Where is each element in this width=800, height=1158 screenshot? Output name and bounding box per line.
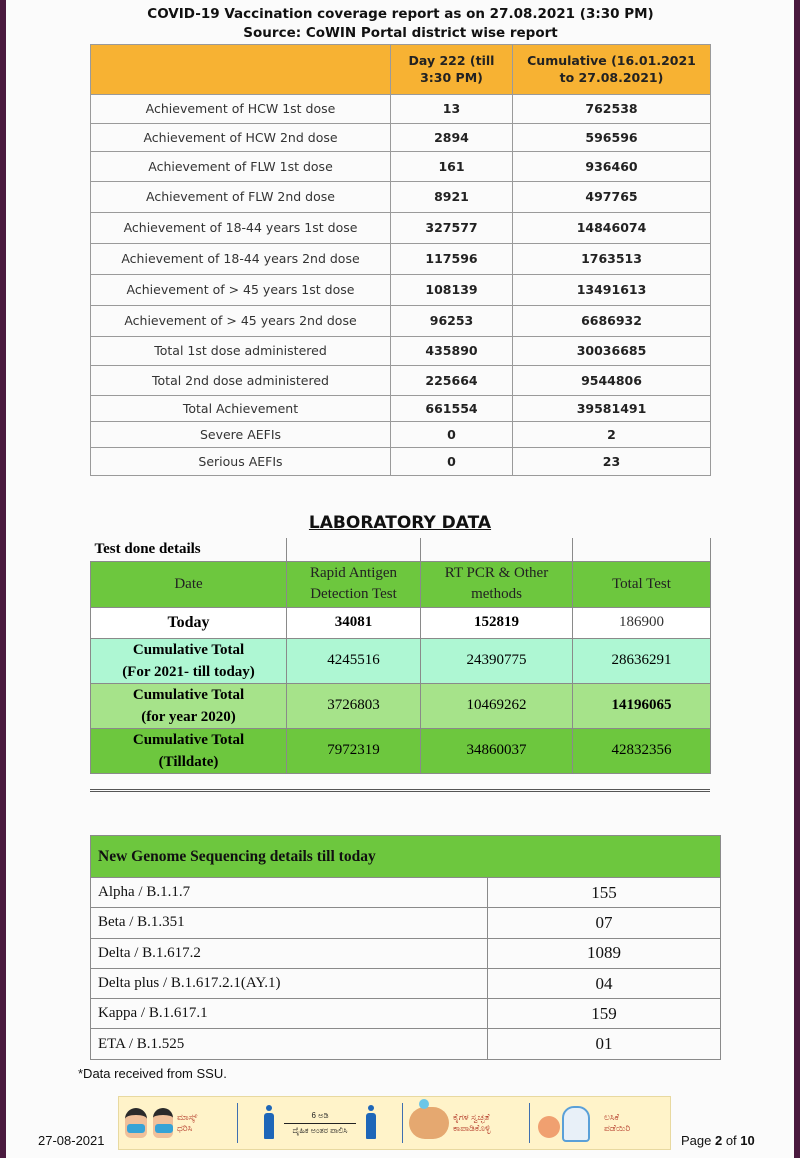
table-row bbox=[91, 94, 711, 123]
lab-total-value: 28636291 bbox=[573, 638, 711, 683]
banner-mask-line2: ಧರಿಸಿ bbox=[177, 1123, 193, 1133]
lab-rtpcr-value: 10469262 bbox=[421, 683, 573, 728]
header-day-line2: 3:30 PM) bbox=[420, 70, 483, 85]
lab-rtpcr-value: 34860037 bbox=[421, 728, 573, 773]
row-label: Total 2nd dose administered bbox=[91, 365, 391, 395]
banner-hands-line1: ಕೈಗಳ ಸ್ವಚ್ಛತೆ bbox=[453, 1112, 490, 1122]
lab-total-value: 14196065 bbox=[573, 683, 711, 728]
header-cum-line1: Cumulative (16.01.2021 bbox=[527, 53, 696, 68]
header-cum-line2: to 27.08.2021) bbox=[559, 70, 664, 85]
lab-header-total: Total Test bbox=[573, 561, 711, 607]
lab-rapid-value: 7972319 bbox=[287, 728, 421, 773]
banner-mask-text bbox=[177, 1112, 197, 1134]
row-label: Achievement of HCW 2nd dose bbox=[91, 123, 391, 151]
row-label: Achievement of FLW 2nd dose bbox=[91, 181, 391, 212]
variant-name: Beta / B.1.351 bbox=[91, 908, 488, 938]
variant-count: 159 bbox=[488, 999, 721, 1029]
lab-row-label-line1: Cumulative Total bbox=[132, 641, 245, 658]
distance-indicator bbox=[280, 1111, 360, 1136]
banner-hands-section bbox=[403, 1097, 529, 1149]
distance-arrow-icon bbox=[284, 1123, 356, 1124]
table-row bbox=[91, 181, 711, 212]
table-row bbox=[91, 212, 711, 243]
row-cumulative-value: 39581491 bbox=[513, 395, 711, 421]
row-day-value: 161 bbox=[391, 151, 513, 181]
table-row bbox=[91, 908, 721, 938]
table-row bbox=[91, 878, 721, 908]
page-prefix: Page bbox=[681, 1133, 715, 1148]
row-cumulative-value: 1763513 bbox=[513, 243, 711, 274]
lab-row-label bbox=[91, 728, 287, 773]
variant-name: Delta plus / B.1.617.2.1(AY.1) bbox=[91, 968, 488, 998]
banner-vaccine-line1: ಲಸಿಕೆ bbox=[604, 1112, 620, 1122]
vaccination-table bbox=[90, 4, 711, 476]
page-total: 10 bbox=[740, 1133, 755, 1148]
covid-awareness-banner bbox=[118, 1096, 671, 1150]
row-day-value: 327577 bbox=[391, 212, 513, 243]
variant-count: 07 bbox=[488, 908, 721, 938]
vaccination-header-day bbox=[391, 44, 513, 94]
lab-row-label-line2: (Tilldate) bbox=[158, 753, 219, 770]
row-day-value: 13 bbox=[391, 94, 513, 123]
row-cumulative-value: 30036685 bbox=[513, 336, 711, 365]
lab-blank-cell bbox=[421, 538, 573, 561]
banner-vaccine-line2: ಪಡೆಯಿರಿ bbox=[604, 1123, 631, 1133]
table-row bbox=[91, 365, 711, 395]
genome-table bbox=[90, 835, 721, 1060]
lab-row-label bbox=[91, 683, 287, 728]
laboratory-table bbox=[90, 538, 711, 774]
table-row bbox=[91, 447, 711, 475]
lab-blank-cell bbox=[573, 538, 711, 561]
lab-rtpcr-value: 152819 bbox=[421, 607, 573, 638]
lab-row-label-line2: (For 2021- till today) bbox=[122, 663, 255, 680]
row-label: Achievement of 18-44 years 1st dose bbox=[91, 212, 391, 243]
banner-mask-section bbox=[119, 1097, 237, 1149]
row-label: Achievement of > 45 years 2nd dose bbox=[91, 305, 391, 336]
table-row bbox=[91, 999, 721, 1029]
row-day-value: 117596 bbox=[391, 243, 513, 274]
lab-rapid-value: 34081 bbox=[287, 607, 421, 638]
row-day-value: 8921 bbox=[391, 181, 513, 212]
table-row bbox=[91, 123, 711, 151]
variant-count: 155 bbox=[488, 878, 721, 908]
lab-row-label: Today bbox=[91, 607, 287, 638]
table-row bbox=[91, 683, 711, 728]
variant-count: 04 bbox=[488, 968, 721, 998]
banner-vaccine-text bbox=[604, 1112, 630, 1134]
row-label: Achievement of FLW 1st dose bbox=[91, 151, 391, 181]
banner-mask-line1: ಮಾಸ್ಕ್ bbox=[177, 1112, 198, 1122]
banner-vaccine-section bbox=[530, 1097, 670, 1149]
vaccination-title-line1: COVID-19 Vaccination coverage report as on 27.08.2021 (3:30 PM) bbox=[147, 5, 654, 22]
row-label: Achievement of HCW 1st dose bbox=[91, 94, 391, 123]
data-source-note: *Data received from SSU. bbox=[78, 1066, 227, 1081]
lab-total-value: 186900 bbox=[573, 607, 711, 638]
table-row bbox=[91, 638, 711, 683]
row-label: Achievement of 18-44 years 2nd dose bbox=[91, 243, 391, 274]
page-of: of bbox=[722, 1133, 741, 1148]
table-row bbox=[91, 243, 711, 274]
lab-row-label-line2: (for year 2020) bbox=[141, 708, 236, 725]
table-row bbox=[91, 938, 721, 968]
variant-name: ETA / B.1.525 bbox=[91, 1029, 488, 1059]
banner-distance-top: 6 ಅಡಿ bbox=[311, 1110, 329, 1120]
lab-header-rtpcr-line1: RT PCR & Other bbox=[444, 565, 549, 581]
row-cumulative-value: 14846074 bbox=[513, 212, 711, 243]
laboratory-title: LABORATORY DATA bbox=[308, 513, 492, 533]
vaccination-title-line2: Source: CoWIN Portal district wise report bbox=[243, 24, 558, 41]
row-cumulative-value: 6686932 bbox=[513, 305, 711, 336]
vaccination-title bbox=[91, 4, 711, 44]
lab-header-rtpcr-line2: methods bbox=[471, 586, 522, 602]
vaccination-header-blank bbox=[91, 44, 391, 94]
mask-face-icon bbox=[153, 1108, 173, 1138]
page-number bbox=[681, 1133, 755, 1148]
person-icon bbox=[262, 1105, 276, 1141]
genome-title: New Genome Sequencing details till today bbox=[91, 836, 721, 878]
row-cumulative-value: 762538 bbox=[513, 94, 711, 123]
table-row bbox=[91, 274, 711, 305]
lab-header-rapid-line1: Rapid Antigen bbox=[309, 565, 398, 581]
lab-header-rapid-line2: Detection Test bbox=[310, 586, 397, 602]
row-cumulative-value: 13491613 bbox=[513, 274, 711, 305]
row-cumulative-value: 936460 bbox=[513, 151, 711, 181]
banner-distance-section bbox=[238, 1097, 402, 1149]
person-icon bbox=[364, 1105, 378, 1141]
row-label: Total Achievement bbox=[91, 395, 391, 421]
variant-name: Kappa / B.1.617.1 bbox=[91, 999, 488, 1029]
vaccination-header-cumulative bbox=[513, 44, 711, 94]
variant-count: 1089 bbox=[488, 938, 721, 968]
row-day-value: 108139 bbox=[391, 274, 513, 305]
report-page bbox=[6, 0, 794, 1158]
row-day-value: 661554 bbox=[391, 395, 513, 421]
row-label: Severe AEFIs bbox=[91, 421, 391, 447]
table-row bbox=[91, 421, 711, 447]
lab-blank-cell bbox=[287, 538, 421, 561]
row-cumulative-value: 23 bbox=[513, 447, 711, 475]
row-day-value: 2894 bbox=[391, 123, 513, 151]
lab-total-value: 42832356 bbox=[573, 728, 711, 773]
table-row bbox=[91, 1029, 721, 1059]
variant-name: Delta / B.1.617.2 bbox=[91, 938, 488, 968]
row-cumulative-value: 497765 bbox=[513, 181, 711, 212]
variant-count: 01 bbox=[488, 1029, 721, 1059]
row-label: Total 1st dose administered bbox=[91, 336, 391, 365]
lab-row-label-line1: Cumulative Total bbox=[132, 686, 245, 703]
page-current: 2 bbox=[714, 1133, 723, 1148]
lab-header-rtpcr bbox=[421, 561, 573, 607]
banner-hands-line2: ಕಾಪಾಡಿಕೊಳ್ಳಿ bbox=[453, 1123, 491, 1133]
row-day-value: 96253 bbox=[391, 305, 513, 336]
table-row bbox=[91, 607, 711, 638]
header-day-line1: Day 222 (till bbox=[408, 53, 495, 68]
row-cumulative-value: 596596 bbox=[513, 123, 711, 151]
row-day-value: 225664 bbox=[391, 365, 513, 395]
row-cumulative-value: 2 bbox=[513, 421, 711, 447]
lab-rapid-value: 4245516 bbox=[287, 638, 421, 683]
footer-date: 27-08-2021 bbox=[38, 1133, 105, 1148]
table-row bbox=[91, 968, 721, 998]
table-row bbox=[91, 336, 711, 365]
lab-divider bbox=[90, 789, 710, 792]
mask-face-icon bbox=[125, 1108, 147, 1138]
row-label: Achievement of > 45 years 1st dose bbox=[91, 274, 391, 305]
hand-wash-icon bbox=[409, 1107, 449, 1139]
lab-rapid-value: 3726803 bbox=[287, 683, 421, 728]
test-done-details-label: Test done details bbox=[91, 538, 287, 561]
row-cumulative-value: 9544806 bbox=[513, 365, 711, 395]
lab-row-label-line1: Cumulative Total bbox=[132, 731, 245, 748]
lab-row-label bbox=[91, 638, 287, 683]
banner-hands-text bbox=[453, 1112, 490, 1134]
vaccination-icon bbox=[538, 1106, 590, 1140]
banner-distance-text: ದೈಹಿಕ ಅಂತರ ಪಾಲಿಸಿ bbox=[292, 1125, 348, 1135]
variant-name: Alpha / B.1.1.7 bbox=[91, 878, 488, 908]
row-day-value: 0 bbox=[391, 421, 513, 447]
table-row bbox=[91, 151, 711, 181]
table-row bbox=[91, 305, 711, 336]
lab-header-rapid bbox=[287, 561, 421, 607]
row-label: Serious AEFIs bbox=[91, 447, 391, 475]
lab-rtpcr-value: 24390775 bbox=[421, 638, 573, 683]
table-row bbox=[91, 395, 711, 421]
row-day-value: 0 bbox=[391, 447, 513, 475]
row-day-value: 435890 bbox=[391, 336, 513, 365]
table-row bbox=[91, 728, 711, 773]
lab-header-date: Date bbox=[91, 561, 287, 607]
